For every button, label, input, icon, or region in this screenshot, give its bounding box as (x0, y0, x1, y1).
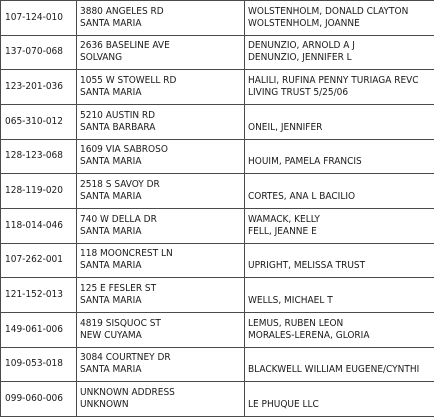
address-cell (77, 35, 245, 70)
owner-line-2: BLACKWELL WILLIAM EUGENE/CYNTHI (248, 364, 434, 376)
table-row (1, 139, 434, 174)
street-address: 740 W DELLA DR (80, 214, 244, 226)
city: NEW CUYAMA (80, 330, 244, 342)
apn-cell: 128-119-020 (1, 174, 77, 209)
city: SANTA MARIA (80, 364, 244, 376)
street-address: 2518 S SAVOY DR (80, 179, 244, 191)
city: SANTA MARIA (80, 295, 244, 307)
street-address: 1055 W STOWELL RD (80, 75, 244, 87)
owner-line-2: WOLSTENHOLM, JOANNE (248, 18, 434, 30)
owner-cell (245, 139, 434, 174)
street-address: UNKNOWN ADDRESS (80, 387, 244, 399)
owner-line-1 (248, 283, 434, 295)
address-cell (77, 174, 245, 209)
address-cell (77, 208, 245, 243)
address-cell (77, 312, 245, 347)
apn-cell: 128-123-068 (1, 139, 77, 174)
city: SANTA BARBARA (80, 122, 244, 134)
owner-line-2: UPRIGHT, MELISSA TRUST (248, 260, 434, 272)
owner-line-1 (248, 352, 434, 364)
table-row (1, 347, 434, 382)
city: SANTA MARIA (80, 87, 244, 99)
address-cell (77, 382, 245, 417)
apn-cell: 099-060-006 (1, 382, 77, 417)
owner-line-1 (248, 110, 434, 122)
owner-cell (245, 104, 434, 139)
address-cell (77, 278, 245, 313)
address-cell (77, 139, 245, 174)
street-address: 2636 BASELINE AVE (80, 40, 244, 52)
address-cell (77, 243, 245, 278)
apn-cell: 123-201-036 (1, 70, 77, 105)
address-cell (77, 1, 245, 36)
owner-line-1 (248, 144, 434, 156)
address-cell (77, 70, 245, 105)
owner-line-2: LE PHUQUE LLC (248, 399, 434, 411)
owner-line-2: ONEIL, JENNIFER (248, 122, 434, 134)
owner-line-1: WOLSTENHOLM, DONALD CLAYTON (248, 6, 434, 18)
apn-cell: 107-124-010 (1, 1, 77, 36)
apn-cell: 137-070-068 (1, 35, 77, 70)
owner-line-1: WAMACK, KELLY (248, 214, 434, 226)
street-address: 1609 VIA SABROSO (80, 144, 244, 156)
apn-cell: 121-152-013 (1, 278, 77, 313)
owner-line-1 (248, 248, 434, 260)
street-address: 5210 AUSTIN RD (80, 110, 244, 122)
owner-cell (245, 70, 434, 105)
parcel-records-body (1, 1, 434, 417)
owner-line-2: MORALES-LERENA, GLORIA (248, 330, 434, 342)
table-row (1, 174, 434, 209)
owner-cell (245, 278, 434, 313)
owner-cell (245, 243, 434, 278)
owner-line-1: DENUNZIO, ARNOLD A J (248, 40, 434, 52)
apn-cell: 065-310-012 (1, 104, 77, 139)
city: SANTA MARIA (80, 156, 244, 168)
table-row (1, 208, 434, 243)
owner-cell (245, 347, 434, 382)
owner-line-2: HOUIM, PAMELA FRANCIS (248, 156, 434, 168)
city: SANTA MARIA (80, 226, 244, 238)
table-row (1, 312, 434, 347)
table-row (1, 278, 434, 313)
city: SOLVANG (80, 52, 244, 64)
owner-cell (245, 1, 434, 36)
owner-line-1: HALILI, RUFINA PENNY TURIAGA REVC (248, 75, 434, 87)
table-row (1, 382, 434, 417)
table-row (1, 104, 434, 139)
owner-line-2: LIVING TRUST 5/25/06 (248, 87, 434, 99)
owner-cell (245, 35, 434, 70)
apn-cell: 109-053-018 (1, 347, 77, 382)
owner-line-1 (248, 179, 434, 191)
owner-line-2: DENUNZIO, JENNIFER L (248, 52, 434, 64)
address-cell (77, 347, 245, 382)
apn-cell: 118-014-046 (1, 208, 77, 243)
owner-line-1 (248, 387, 434, 399)
apn-cell: 107-262-001 (1, 243, 77, 278)
owner-line-1: LEMUS, RUBEN LEON (248, 318, 434, 330)
table-row (1, 1, 434, 36)
street-address: 4819 SISQUOC ST (80, 318, 244, 330)
owner-line-2: CORTES, ANA L BACILIO (248, 191, 434, 203)
owner-line-2: WELLS, MICHAEL T (248, 295, 434, 307)
apn-cell: 149-061-006 (1, 312, 77, 347)
owner-cell (245, 208, 434, 243)
street-address: 3880 ANGELES RD (80, 6, 244, 18)
table-row (1, 243, 434, 278)
street-address: 3084 COURTNEY DR (80, 352, 244, 364)
owner-cell (245, 382, 434, 417)
city: SANTA MARIA (80, 260, 244, 272)
owner-cell (245, 174, 434, 209)
street-address: 118 MOONCREST LN (80, 248, 244, 260)
table-row (1, 35, 434, 70)
owner-line-2: FELL, JEANNE E (248, 226, 434, 238)
city: SANTA MARIA (80, 18, 244, 30)
table-row (1, 70, 434, 105)
city: SANTA MARIA (80, 191, 244, 203)
address-cell (77, 104, 245, 139)
city: UNKNOWN (80, 399, 244, 411)
owner-cell (245, 312, 434, 347)
street-address: 125 E FESLER ST (80, 283, 244, 295)
